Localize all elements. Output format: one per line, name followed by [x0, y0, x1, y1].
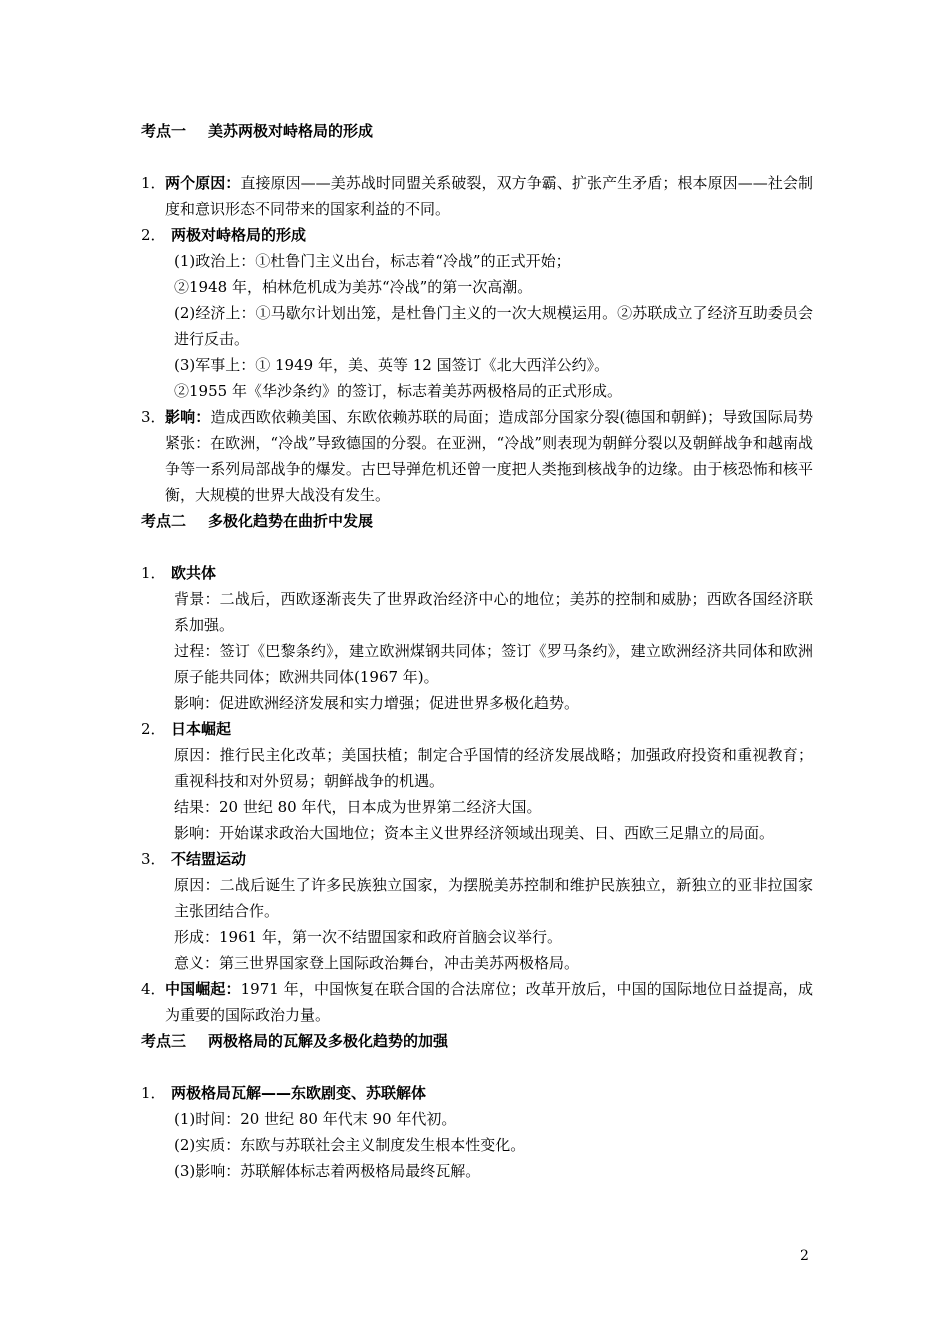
sub-item: 影响：开始谋求政治大国地位；资本主义世界经济领域出现美、日、西欧三足鼎立的局面。 [174, 824, 775, 842]
item-label: 日本崛起 [171, 720, 232, 738]
sub-item: (3)影响：苏联解体标志着两极格局最终瓦解。 [174, 1162, 481, 1180]
item-text: 1971 年，中国恢复在联合国的合法席位；改革开放后，中国的国际地位日益提高，成为重要的国际政治力量。 [165, 980, 813, 1024]
item-label: 两个原因： [165, 174, 241, 192]
sub-item: 原因：推行民主化改革；美国扶植；制定合乎国情的经济发展战略；加强政府投资和重视教育；重视科技和对外贸易；朝鲜战争的机遇。 [174, 746, 813, 790]
section-title [141, 508, 813, 534]
sub-item: ②1948 年，柏林危机成为美苏“冷战”的第一次高潮。 [174, 278, 533, 296]
item-text: 直接原因——美苏战时同盟关系破裂，双方争霸、扩张产生矛盾；根本原因——社会制度和意识形态不同带来的国家利益的不同。 [165, 174, 813, 218]
item-number: 3． [141, 408, 166, 426]
item-number: 3． [141, 850, 166, 868]
item-number: 1． [141, 174, 166, 192]
item-number: 1． [141, 564, 166, 582]
sub-item: 背景：二战后，西欧逐渐丧失了世界政治经济中心的地位；美苏的控制和威胁；西欧各国经济联系加强。 [174, 590, 813, 634]
list-item [141, 1080, 813, 1106]
list-item [141, 716, 813, 742]
sub-item: 意义：第三世界国家登上国际政治舞台，冲击美苏两极格局。 [174, 954, 580, 972]
sub-item: ②1955 年《华沙条约》的签订，标志着美苏两极格局的正式形成。 [174, 382, 622, 400]
item-label: 两极对峙格局的形成 [171, 226, 307, 244]
section-heading: 两极格局的瓦解及多极化趋势的加强 [208, 1032, 449, 1050]
sub-item: (1)政治上：①杜鲁门主义出台，标志着“冷战”的正式开始； [174, 252, 571, 270]
sub-item: (2)实质：东欧与苏联社会主义制度发生根本性变化。 [174, 1136, 526, 1154]
item-number: 2． [141, 226, 166, 244]
list-item [141, 170, 813, 222]
list-item [141, 976, 813, 1028]
sub-item: (2)经济上：①马歇尔计划出笼，是杜鲁门主义的一次大规模运用。②苏联成立了经济互助委员会进行反击。 [174, 304, 813, 348]
section-title [141, 118, 813, 144]
section-heading: 多极化趋势在曲折中发展 [208, 512, 374, 530]
sub-item: (1)时间：20 世纪 80 年代末 90 年代初。 [174, 1110, 457, 1128]
item-label: 影响： [165, 408, 211, 426]
sub-item: 结果：20 世纪 80 年代，日本成为世界第二经济大国。 [174, 798, 542, 816]
item-number: 1． [141, 1084, 166, 1102]
sub-item: (3)军事上：① 1949 年，美、英等 12 国签订《北大西洋公约》。 [174, 356, 610, 374]
sub-item: 原因：二战后诞生了许多民族独立国家，为摆脱美苏控制和维护民族独立，新独立的亚非拉国家主张团结合作。 [174, 876, 813, 920]
page-number: 2 [800, 1248, 809, 1264]
list-item [141, 404, 813, 508]
sub-item: 影响：促进欧洲经济发展和实力增强；促进世界多极化趋势。 [174, 694, 580, 712]
item-number: 2． [141, 720, 166, 738]
list-item [141, 846, 813, 872]
document-page [141, 118, 813, 1184]
section-label: 考点三 [141, 1032, 187, 1050]
list-item [141, 560, 813, 586]
section-label: 考点二 [141, 512, 187, 530]
item-text: 造成西欧依赖美国、东欧依赖苏联的局面；造成部分国家分裂(德国和朝鲜)；导致国际局势紧张：在欧洲，“冷战”导致德国的分裂。在亚洲，“冷战”则表现为朝鲜分裂以及朝鲜战争和越南战争等一系列局部战争的爆发。古巴导弹危机还曾一度把人类拖到核战争的边缘。由于核恐怖和核平衡，大规模的世界大战没有发生。 [165, 408, 813, 504]
list-item [141, 222, 813, 248]
item-label: 两极格局瓦解——东欧剧变、苏联解体 [171, 1084, 427, 1102]
section-title [141, 1028, 813, 1054]
item-label: 欧共体 [171, 564, 217, 582]
item-label: 不结盟运动 [171, 850, 247, 868]
section-heading: 美苏两极对峙格局的形成 [208, 122, 374, 140]
sub-item: 形成：1961 年，第一次不结盟国家和政府首脑会议举行。 [174, 928, 562, 946]
item-label: 中国崛起： [165, 980, 241, 998]
sub-item: 过程：签订《巴黎条约》，建立欧洲煤钢共同体；签订《罗马条约》，建立欧洲经济共同体和欧洲原子能共同体；欧洲共同体(1967 年)。 [174, 642, 813, 686]
item-number: 4． [141, 980, 166, 998]
section-label: 考点一 [141, 122, 187, 140]
